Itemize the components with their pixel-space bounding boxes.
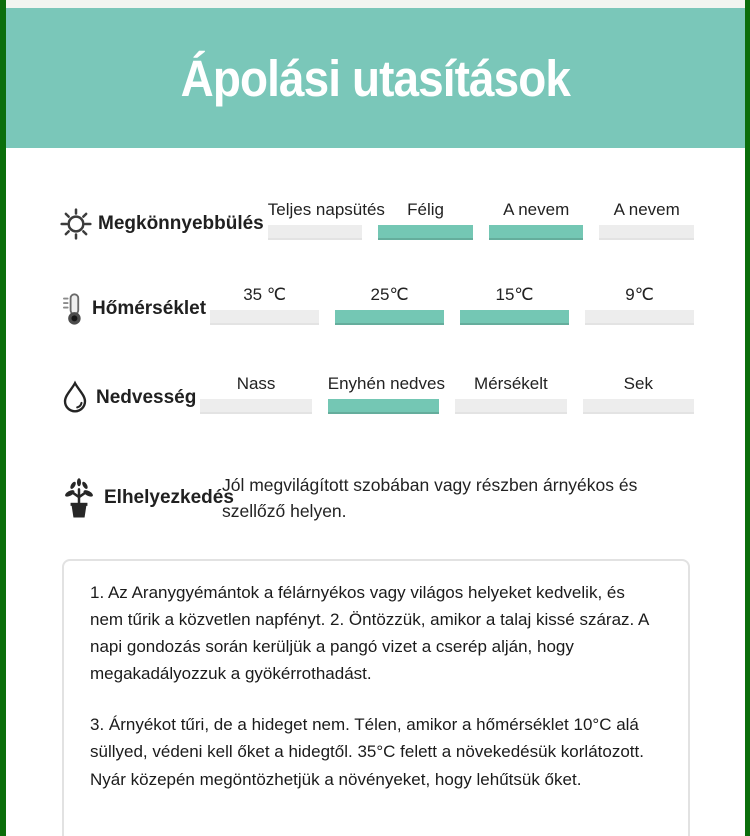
option-bar — [378, 225, 473, 240]
light-options — [268, 200, 694, 240]
option-label: Enyhén nedves — [327, 374, 445, 393]
care-row-temperature-head — [56, 289, 210, 329]
top-strip — [6, 0, 745, 8]
care-option — [583, 374, 694, 414]
header-banner — [6, 8, 745, 148]
option-label: Félig — [407, 200, 445, 219]
content-area — [6, 148, 745, 836]
care-row-label: Hőmérséklet — [92, 298, 207, 319]
option-label: 35 ℃ — [243, 285, 286, 304]
care-option — [327, 374, 445, 414]
option-label: Sek — [623, 374, 653, 393]
care-row-placement-head — [56, 475, 234, 521]
care-row-moisture-head — [56, 378, 200, 418]
thermometer-icon — [56, 289, 90, 329]
care-row-moisture — [56, 374, 745, 414]
page-title: Ápolási utasítások — [180, 49, 571, 107]
moisture-options — [200, 374, 694, 414]
option-label: Teljes napsütés — [267, 200, 385, 219]
option-bar — [460, 310, 569, 325]
option-label: Nass — [236, 374, 276, 393]
care-option — [210, 285, 319, 325]
option-bar — [335, 310, 444, 325]
sun-icon — [56, 204, 96, 244]
option-bar — [599, 225, 694, 240]
option-bar — [268, 225, 363, 240]
care-row-label: Megkönnyebbülés — [98, 213, 264, 234]
option-label: A nevem — [503, 200, 570, 219]
option-label: 15℃ — [495, 285, 534, 304]
care-row-light — [56, 200, 745, 240]
care-option — [335, 285, 444, 325]
care-row-label: Elhelyezkedés — [104, 487, 234, 509]
option-bar — [585, 310, 694, 325]
option-label: 25℃ — [370, 285, 409, 304]
potted-plant-icon — [56, 475, 102, 521]
option-label: A nevem — [613, 200, 680, 219]
placement-text: Jól megvilágított szobában vagy részben árnyékos és szellőző helyen. — [222, 475, 638, 522]
care-option — [267, 200, 385, 240]
care-option — [489, 200, 584, 240]
care-row-placement — [56, 472, 745, 525]
care-row-label: Nedvesség — [96, 387, 197, 408]
option-bar — [455, 399, 566, 414]
option-label: 9℃ — [625, 285, 654, 304]
option-label: Mérsékelt — [474, 374, 548, 393]
care-option — [378, 200, 473, 240]
note-paragraph: 3. Árnyékot tűri, de a hideget nem. Télen, amikor a hőmérséklet 10°C alá süllyed, védeni kell őket a hidegtől. 35°C felett a növekedésük korlátozott. Nyár közepén megöntözhetjük a növényeket, hogy lehűtsük őket. — [90, 715, 644, 789]
option-bar — [200, 399, 311, 414]
right-frame-border — [745, 0, 750, 836]
temperature-options — [210, 285, 694, 325]
care-option — [455, 374, 566, 414]
care-row-light-head — [56, 204, 268, 244]
note-paragraph: 1. Az Aranygyémántok a félárnyékos vagy világos helyeket kedvelik, és nem tűrik a közvetlen napfényt. 2. Öntözzük, amikor a talaj kissé száraz. A napi gondozás során kerüljük a pangó vizet a cserép alján, hogy megakadályozzuk a gyökérrothadást. — [90, 582, 649, 684]
droplet-icon — [56, 378, 94, 418]
option-bar — [210, 310, 319, 325]
care-row-temperature — [56, 285, 745, 325]
care-option — [200, 374, 311, 414]
care-option — [599, 200, 694, 240]
care-option — [460, 285, 569, 325]
option-bar — [583, 399, 694, 414]
care-option — [585, 285, 694, 325]
option-bar — [328, 399, 439, 414]
option-bar — [489, 225, 584, 240]
left-frame-border — [0, 0, 6, 836]
notes-box — [62, 559, 690, 836]
